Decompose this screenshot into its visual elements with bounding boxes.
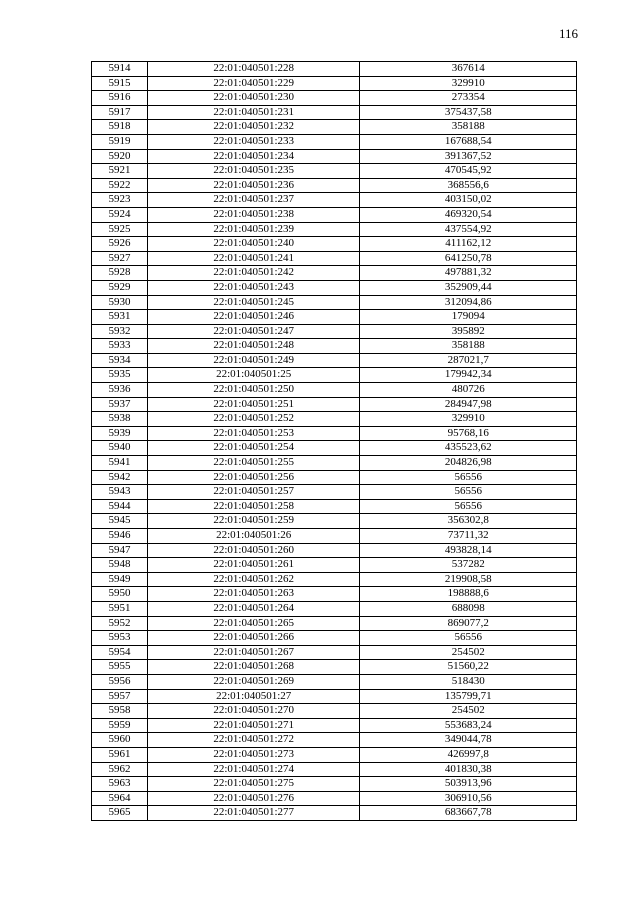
table-row — [92, 76, 577, 91]
row-number-cell: 5961 — [92, 747, 148, 762]
table-row — [92, 426, 577, 441]
cadastral-value-cell: 56556 — [360, 485, 577, 500]
cadastral-number-cell: 22:01:040501:242 — [147, 266, 360, 281]
cadastral-number-cell: 22:01:040501:240 — [147, 237, 360, 252]
row-number-cell: 5951 — [92, 601, 148, 616]
table-row — [92, 660, 577, 675]
table-row — [92, 62, 577, 77]
cadastral-number-cell: 22:01:040501:265 — [147, 616, 360, 631]
cadastral-number-cell: 22:01:040501:275 — [147, 777, 360, 792]
cadastral-number-cell: 22:01:040501:253 — [147, 426, 360, 441]
cadastral-value-cell: 358188 — [360, 120, 577, 135]
table-row — [92, 543, 577, 558]
table-row — [92, 266, 577, 281]
cadastral-number-cell: 22:01:040501:269 — [147, 674, 360, 689]
table-row — [92, 645, 577, 660]
cadastral-value-cell: 480726 — [360, 383, 577, 398]
cadastral-value-cell: 204826,98 — [360, 456, 577, 471]
row-number-cell: 5953 — [92, 631, 148, 646]
row-number-cell: 5932 — [92, 324, 148, 339]
cadastral-value-cell: 179942,34 — [360, 368, 577, 383]
row-number-cell: 5959 — [92, 718, 148, 733]
table-row — [92, 207, 577, 222]
cadastral-value-cell: 437554,92 — [360, 222, 577, 237]
table-row — [92, 558, 577, 573]
cadastral-number-cell: 22:01:040501:254 — [147, 441, 360, 456]
row-number-cell: 5942 — [92, 470, 148, 485]
row-number-cell: 5922 — [92, 178, 148, 193]
table-row — [92, 105, 577, 120]
cadastral-value-cell: 312094,86 — [360, 295, 577, 310]
cadastral-value-cell: 469320,54 — [360, 207, 577, 222]
cadastral-value-cell: 688098 — [360, 601, 577, 616]
row-number-cell: 5925 — [92, 222, 148, 237]
cadastral-number-cell: 22:01:040501:250 — [147, 383, 360, 398]
page-number: 116 — [558, 26, 578, 41]
cadastral-value-cell: 367614 — [360, 62, 577, 77]
table-row — [92, 718, 577, 733]
table-row — [92, 164, 577, 179]
row-number-cell: 5949 — [92, 572, 148, 587]
table-row — [92, 485, 577, 500]
cadastral-number-cell: 22:01:040501:233 — [147, 134, 360, 149]
cadastral-number-cell: 22:01:040501:235 — [147, 164, 360, 179]
cadastral-value-cell: 287021,7 — [360, 353, 577, 368]
table-row — [92, 616, 577, 631]
row-number-cell: 5927 — [92, 251, 148, 266]
cadastral-number-cell: 22:01:040501:239 — [147, 222, 360, 237]
row-number-cell: 5954 — [92, 645, 148, 660]
row-number-cell: 5940 — [92, 441, 148, 456]
row-number-cell: 5939 — [92, 426, 148, 441]
table-row — [92, 514, 577, 529]
row-number-cell: 5930 — [92, 295, 148, 310]
cadastral-number-cell: 22:01:040501:267 — [147, 645, 360, 660]
row-number-cell: 5919 — [92, 134, 148, 149]
cadastral-value-cell: 254502 — [360, 645, 577, 660]
table-row — [92, 251, 577, 266]
cadastral-number-cell: 22:01:040501:260 — [147, 543, 360, 558]
cadastral-number-cell: 22:01:040501:25 — [147, 368, 360, 383]
table-row — [92, 777, 577, 792]
table-row — [92, 324, 577, 339]
row-number-cell: 5923 — [92, 193, 148, 208]
cadastral-number-cell: 22:01:040501:230 — [147, 91, 360, 106]
row-number-cell: 5935 — [92, 368, 148, 383]
row-number-cell: 5955 — [92, 660, 148, 675]
row-number-cell: 5924 — [92, 207, 148, 222]
row-number-cell: 5933 — [92, 339, 148, 354]
cadastral-number-cell: 22:01:040501:264 — [147, 601, 360, 616]
row-number-cell: 5916 — [92, 91, 148, 106]
cadastral-value-cell: 426997,8 — [360, 747, 577, 762]
cadastral-number-cell: 22:01:040501:274 — [147, 762, 360, 777]
cadastral-number-cell: 22:01:040501:268 — [147, 660, 360, 675]
row-number-cell: 5946 — [92, 529, 148, 544]
cadastral-value-cell: 401830,38 — [360, 762, 577, 777]
cadastral-value-cell: 435523,62 — [360, 441, 577, 456]
cadastral-value-cell: 503913,96 — [360, 777, 577, 792]
cadastral-value-cell: 56556 — [360, 631, 577, 646]
table-row — [92, 601, 577, 616]
cadastral-number-cell: 22:01:040501:247 — [147, 324, 360, 339]
table-row — [92, 572, 577, 587]
row-number-cell: 5915 — [92, 76, 148, 91]
table-row — [92, 120, 577, 135]
table-row — [92, 368, 577, 383]
row-number-cell: 5921 — [92, 164, 148, 179]
table-row — [92, 237, 577, 252]
row-number-cell: 5937 — [92, 397, 148, 412]
table-row — [92, 689, 577, 704]
cadastral-value-cell: 869077,2 — [360, 616, 577, 631]
cadastral-value-cell: 537282 — [360, 558, 577, 573]
cadastral-number-cell: 22:01:040501:257 — [147, 485, 360, 500]
cadastral-value-cell: 641250,78 — [360, 251, 577, 266]
cadastral-number-cell: 22:01:040501:276 — [147, 791, 360, 806]
row-number-cell: 5943 — [92, 485, 148, 500]
cadastral-value-cell: 254502 — [360, 704, 577, 719]
cadastral-number-cell: 22:01:040501:273 — [147, 747, 360, 762]
table-row — [92, 791, 577, 806]
cadastral-value-cell: 368556,6 — [360, 178, 577, 193]
table-row — [92, 178, 577, 193]
table-row — [92, 587, 577, 602]
row-number-cell: 5964 — [92, 791, 148, 806]
cadastral-value-table — [91, 61, 577, 821]
cadastral-number-cell: 22:01:040501:259 — [147, 514, 360, 529]
cadastral-value-cell: 493828,14 — [360, 543, 577, 558]
cadastral-number-cell: 22:01:040501:258 — [147, 499, 360, 514]
cadastral-number-cell: 22:01:040501:238 — [147, 207, 360, 222]
row-number-cell: 5928 — [92, 266, 148, 281]
cadastral-value-cell: 306910,56 — [360, 791, 577, 806]
cadastral-number-cell: 22:01:040501:248 — [147, 339, 360, 354]
row-number-cell: 5938 — [92, 412, 148, 427]
cadastral-value-cell: 73711,32 — [360, 529, 577, 544]
row-number-cell: 5957 — [92, 689, 148, 704]
table-row — [92, 134, 577, 149]
row-number-cell: 5931 — [92, 310, 148, 325]
table-body — [92, 62, 577, 821]
row-number-cell: 5917 — [92, 105, 148, 120]
cadastral-number-cell: 22:01:040501:266 — [147, 631, 360, 646]
cadastral-value-cell: 352909,44 — [360, 280, 577, 295]
cadastral-value-cell: 395892 — [360, 324, 577, 339]
cadastral-number-cell: 22:01:040501:245 — [147, 295, 360, 310]
table-row — [92, 397, 577, 412]
table-row — [92, 762, 577, 777]
cadastral-value-cell: 273354 — [360, 91, 577, 106]
table-row — [92, 470, 577, 485]
table-row — [92, 499, 577, 514]
table-row — [92, 353, 577, 368]
cadastral-number-cell: 22:01:040501:234 — [147, 149, 360, 164]
row-number-cell: 5945 — [92, 514, 148, 529]
cadastral-number-cell: 22:01:040501:27 — [147, 689, 360, 704]
cadastral-number-cell: 22:01:040501:246 — [147, 310, 360, 325]
cadastral-value-cell: 284947,98 — [360, 397, 577, 412]
cadastral-number-cell: 22:01:040501:251 — [147, 397, 360, 412]
cadastral-value-cell: 518430 — [360, 674, 577, 689]
table-row — [92, 91, 577, 106]
row-number-cell: 5950 — [92, 587, 148, 602]
cadastral-number-cell: 22:01:040501:241 — [147, 251, 360, 266]
row-number-cell: 5958 — [92, 704, 148, 719]
cadastral-value-cell: 553683,24 — [360, 718, 577, 733]
cadastral-value-cell: 497881,32 — [360, 266, 577, 281]
row-number-cell: 5963 — [92, 777, 148, 792]
row-number-cell: 5929 — [92, 280, 148, 295]
row-number-cell: 5962 — [92, 762, 148, 777]
cadastral-value-cell: 329910 — [360, 412, 577, 427]
cadastral-value-cell: 167688,54 — [360, 134, 577, 149]
cadastral-value-cell: 375437,58 — [360, 105, 577, 120]
table-row — [92, 295, 577, 310]
table-row — [92, 383, 577, 398]
row-number-cell: 5948 — [92, 558, 148, 573]
cadastral-value-cell: 349044,78 — [360, 733, 577, 748]
cadastral-value-cell: 219908,58 — [360, 572, 577, 587]
cadastral-value-cell: 135799,71 — [360, 689, 577, 704]
table-row — [92, 631, 577, 646]
cadastral-value-cell: 391367,52 — [360, 149, 577, 164]
row-number-cell: 5941 — [92, 456, 148, 471]
cadastral-number-cell: 22:01:040501:229 — [147, 76, 360, 91]
table-row — [92, 193, 577, 208]
table-row — [92, 456, 577, 471]
cadastral-value-cell: 356302,8 — [360, 514, 577, 529]
table-row — [92, 310, 577, 325]
cadastral-value-cell: 198888,6 — [360, 587, 577, 602]
row-number-cell: 5947 — [92, 543, 148, 558]
cadastral-value-cell: 411162,12 — [360, 237, 577, 252]
table-row — [92, 339, 577, 354]
cadastral-number-cell: 22:01:040501:262 — [147, 572, 360, 587]
row-number-cell: 5952 — [92, 616, 148, 631]
table-row — [92, 674, 577, 689]
cadastral-number-cell: 22:01:040501:228 — [147, 62, 360, 77]
table-row — [92, 441, 577, 456]
table-row — [92, 704, 577, 719]
row-number-cell: 5934 — [92, 353, 148, 368]
row-number-cell: 5936 — [92, 383, 148, 398]
cadastral-value-cell: 179094 — [360, 310, 577, 325]
cadastral-value-cell: 683667,78 — [360, 806, 577, 821]
cadastral-number-cell: 22:01:040501:26 — [147, 529, 360, 544]
row-number-cell: 5920 — [92, 149, 148, 164]
row-number-cell: 5918 — [92, 120, 148, 135]
cadastral-value-cell: 95768,16 — [360, 426, 577, 441]
cadastral-number-cell: 22:01:040501:252 — [147, 412, 360, 427]
cadastral-number-cell: 22:01:040501:261 — [147, 558, 360, 573]
table-row — [92, 149, 577, 164]
cadastral-number-cell: 22:01:040501:236 — [147, 178, 360, 193]
table-row — [92, 222, 577, 237]
row-number-cell: 5960 — [92, 733, 148, 748]
cadastral-number-cell: 22:01:040501:272 — [147, 733, 360, 748]
cadastral-value-cell: 56556 — [360, 470, 577, 485]
row-number-cell: 5965 — [92, 806, 148, 821]
cadastral-number-cell: 22:01:040501:277 — [147, 806, 360, 821]
cadastral-value-cell: 358188 — [360, 339, 577, 354]
table-row — [92, 733, 577, 748]
table-row — [92, 280, 577, 295]
cadastral-number-cell: 22:01:040501:243 — [147, 280, 360, 295]
row-number-cell: 5914 — [92, 62, 148, 77]
table-row — [92, 529, 577, 544]
cadastral-number-cell: 22:01:040501:270 — [147, 704, 360, 719]
cadastral-number-cell: 22:01:040501:231 — [147, 105, 360, 120]
cadastral-value-cell: 329910 — [360, 76, 577, 91]
table-row — [92, 412, 577, 427]
row-number-cell: 5956 — [92, 674, 148, 689]
cadastral-number-cell: 22:01:040501:263 — [147, 587, 360, 602]
cadastral-number-cell: 22:01:040501:249 — [147, 353, 360, 368]
cadastral-value-cell: 470545,92 — [360, 164, 577, 179]
cadastral-number-cell: 22:01:040501:237 — [147, 193, 360, 208]
cadastral-number-cell: 22:01:040501:255 — [147, 456, 360, 471]
row-number-cell: 5926 — [92, 237, 148, 252]
cadastral-number-cell: 22:01:040501:232 — [147, 120, 360, 135]
cadastral-value-cell: 56556 — [360, 499, 577, 514]
cadastral-number-cell: 22:01:040501:271 — [147, 718, 360, 733]
cadastral-number-cell: 22:01:040501:256 — [147, 470, 360, 485]
table-row — [92, 806, 577, 821]
cadastral-value-cell: 403150,02 — [360, 193, 577, 208]
row-number-cell: 5944 — [92, 499, 148, 514]
table-row — [92, 747, 577, 762]
cadastral-value-cell: 51560,22 — [360, 660, 577, 675]
